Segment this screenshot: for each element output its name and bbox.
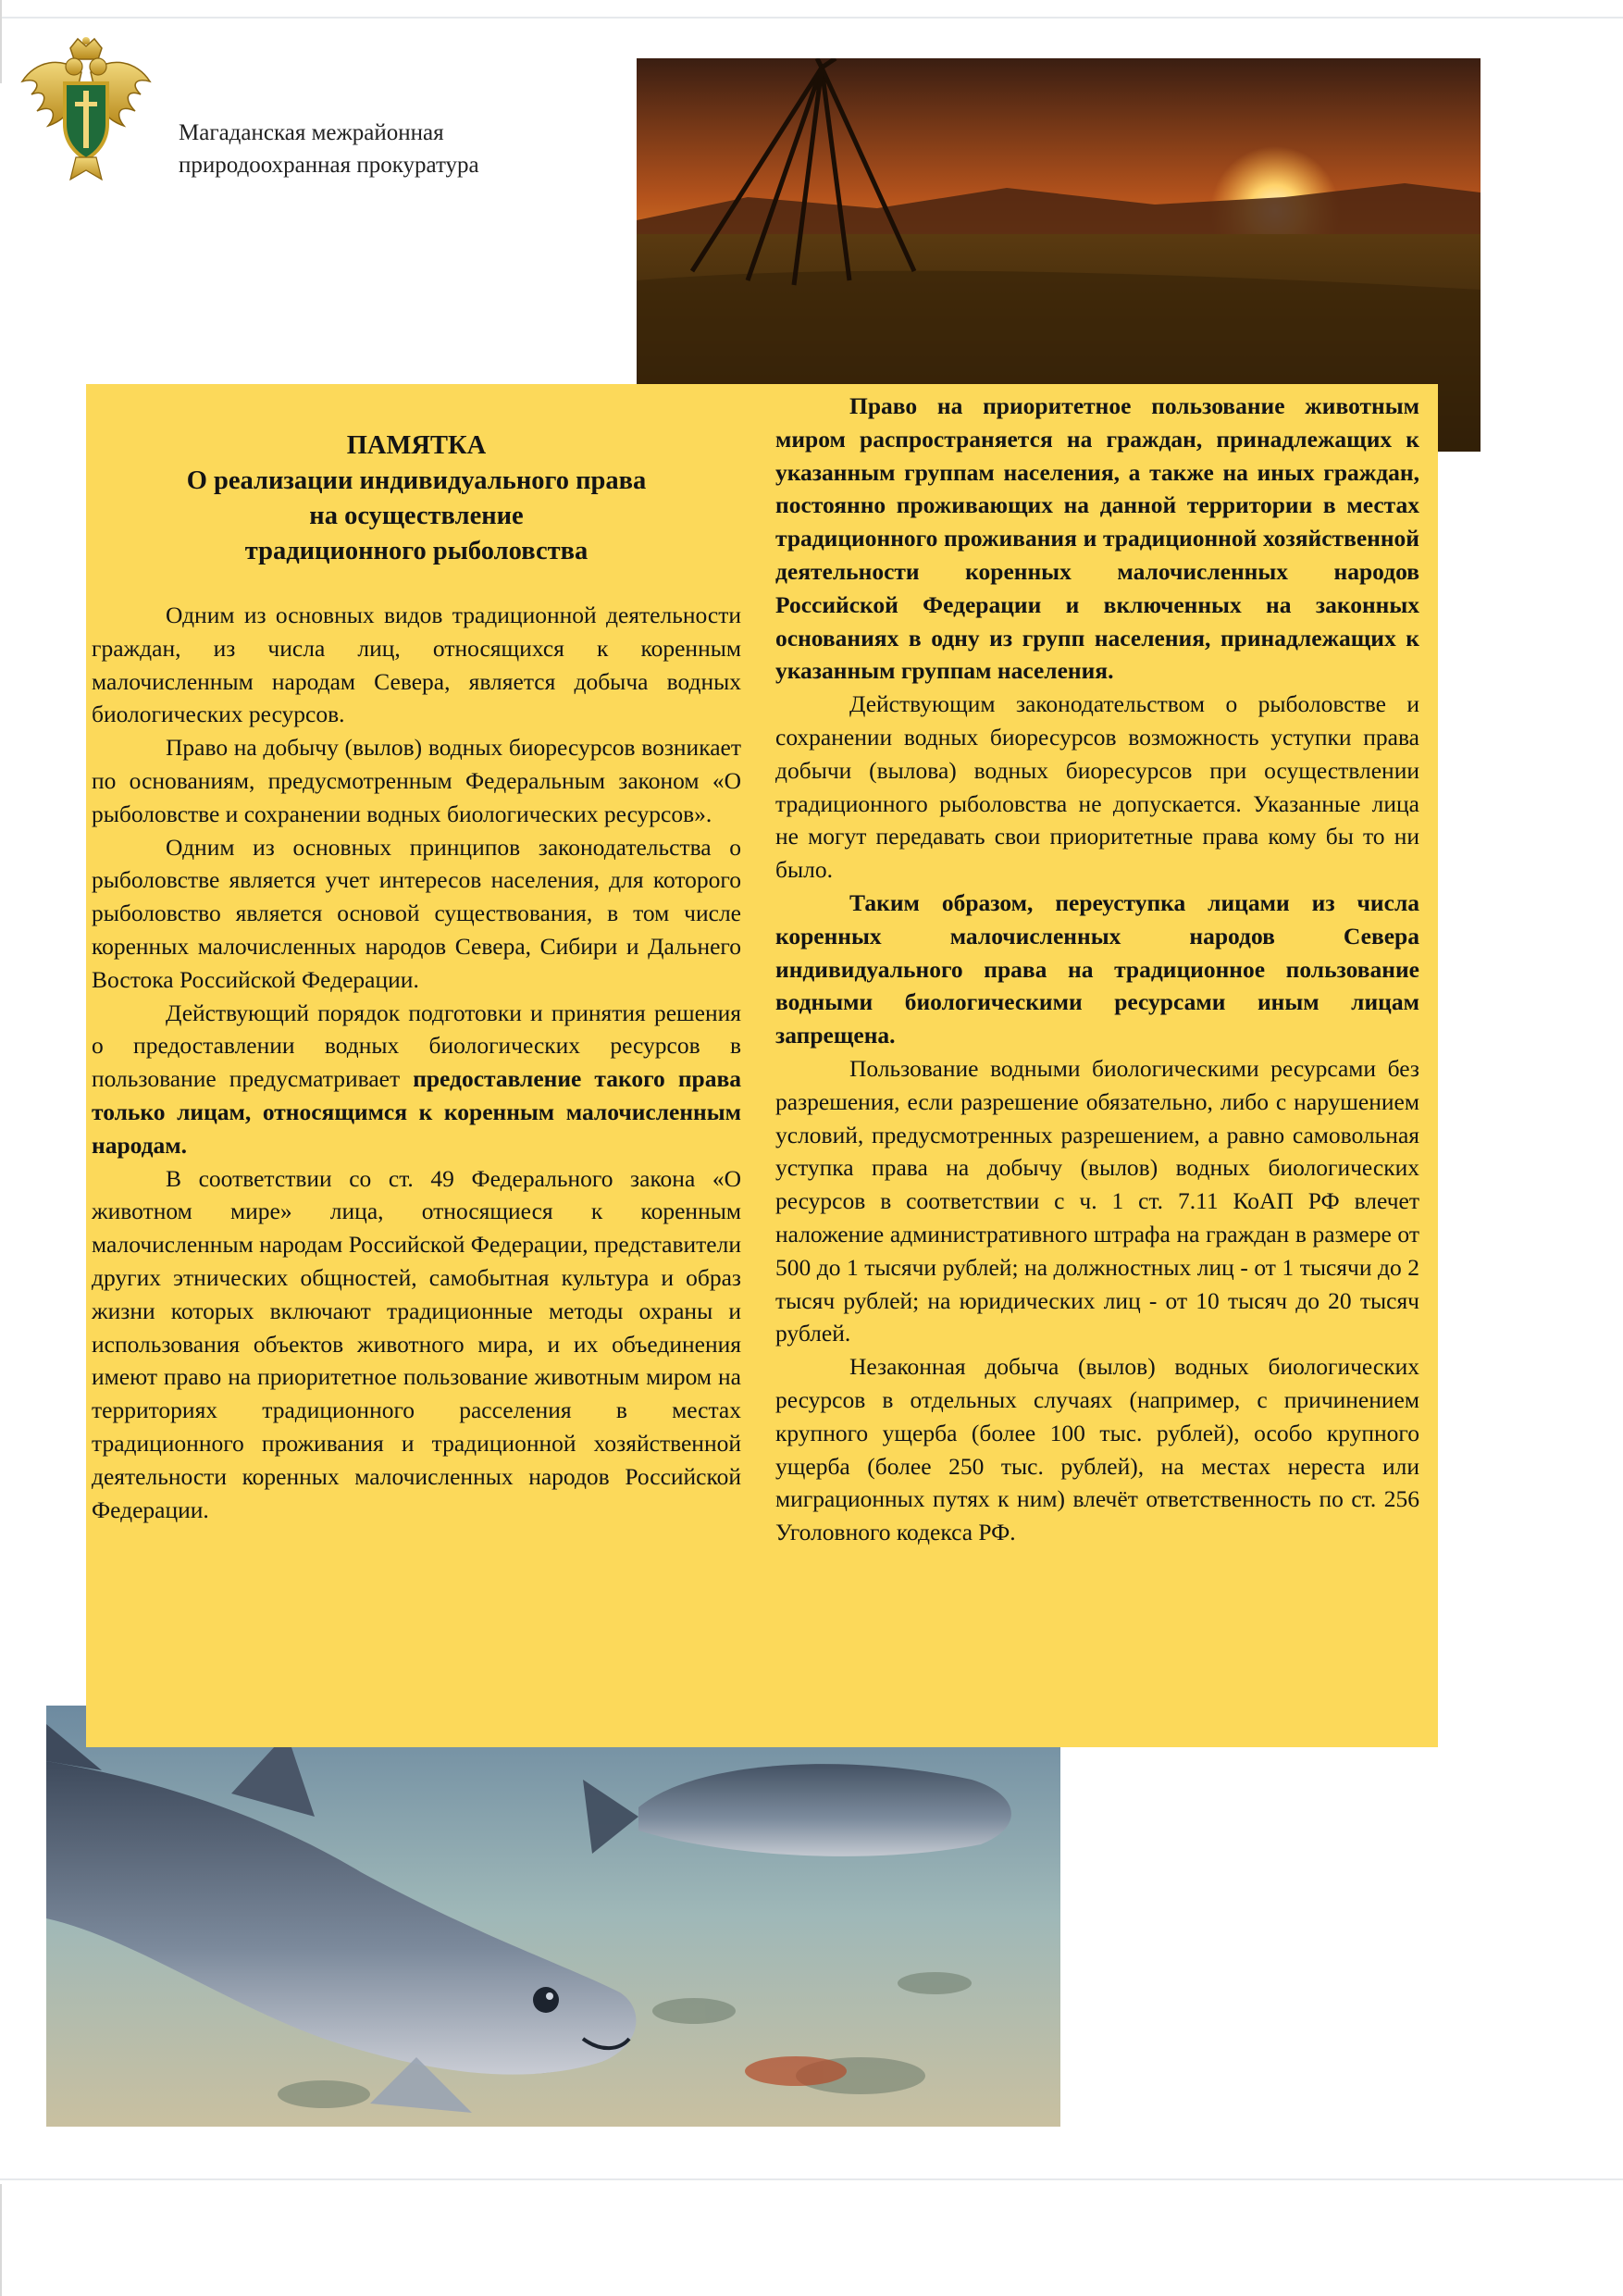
- memo-title-line: на осуществление: [309, 502, 524, 530]
- paragraph: [92, 599, 741, 731]
- left-edge-line: [0, 0, 2, 83]
- paragraph-text: Незаконная добыча (вылов) водных биологических ресурсов в отдельных случаях (например, с причинением крупного ущерба (более 100 тыс. рублей), особо крупного ущерба (более 250 тыс. рублей), на местах нереста или миграционных путях к ним) влечёт ответственность по ст. 256 Уголовного кодекса РФ.: [775, 1353, 1419, 1546]
- paragraph: [92, 731, 741, 830]
- organization-name: [179, 117, 567, 181]
- memo-title-line: О реализации индивидуального права: [186, 466, 647, 495]
- org-name-line-1: Магаданская межрайонная: [179, 120, 444, 145]
- paragraph-text: Одним из основных видов традиционной деятельности граждан, из числа лиц, относящихся к коренным малочисленным народам Севера, является добыча водных биологических ресурсов.: [92, 602, 741, 728]
- memo-title-line: традиционного рыболовства: [244, 537, 588, 565]
- salmon-underwater-photo: [46, 1706, 1060, 2127]
- org-name-line-2: природоохранная прокуратура: [179, 153, 479, 178]
- paragraph: [775, 887, 1419, 1052]
- paragraph-text: Действующим законодательством о рыболовстве и сохранении водных биоресурсов возможность уступки права добычи (вылова) водных биоресурсов при осуществлении традиционного рыболовства не допускается. Указанные лица не могут передавать свои приоритетные права кому бы то ни было.: [775, 690, 1419, 884]
- paragraph: [92, 997, 741, 1162]
- left-edge-line-bottom: [0, 2184, 2, 2296]
- paragraph-bold-text: предоставление такого права только лицам, относящимся к коренным малочисленным народам.: [92, 1065, 741, 1159]
- paragraph: [775, 1052, 1419, 1350]
- paragraph: [92, 831, 741, 997]
- paragraph: [775, 390, 1419, 688]
- memo-right-column: [775, 390, 1419, 1549]
- paragraph-text: В соответствии со ст. 49 Федерального закона «О животном мире» лица, относящиеся к коренным малочисленным народам Российской Федерации, представители других этнических общностей, самобытная культура и образ жизни которых включают традиционные методы охраны и использования объектов животного мира, и их объединения имеют право на приоритетное пользование животным миром на территориях традиционного расселения в местах традиционного проживания и традиционной хозяйственной деятельности коренных малочисленных народов Российской Федерации.: [92, 1164, 741, 1523]
- paragraph-bold-text: Таким образом, переуступка лицами из числа коренных малочисленных народов Севера индивидуального права на традиционное пользование водными биологическими ресурсами иным лицам запрещена.: [775, 888, 1419, 1049]
- prosecutor-emblem-icon: [17, 35, 155, 188]
- paragraph: [92, 1162, 741, 1527]
- memo-panel: [86, 384, 1438, 1747]
- bottom-rule: [0, 2178, 1623, 2180]
- memo-heading: ПАМЯТКА: [346, 431, 487, 460]
- paragraph-text: Одним из основных принципов законодательства о рыболовстве является учет интересов населения, для которого рыболовство является основой существования, в том числе коренных малочисленных народов Севера, Сибири и Дальнего Востока Российской Федерации.: [92, 833, 741, 993]
- paragraph: [775, 688, 1419, 887]
- paragraph-text: Право на добычу (вылов) водных биоресурсов возникает по основаниям, предусмотренным Федеральным законом «О рыболовстве и сохранении водных биологических ресурсов».: [92, 734, 741, 827]
- top-rule: [0, 17, 1623, 19]
- paragraph-bold-text: Право на приоритетное пользование животным миром распространяется на граждан, принадлежащих к указанным группам населения, а также на иных граждан, постоянно проживающих на данной территории в местах традиционного проживания и традиционной хозяйственной деятельности коренных малочисленных народов Российской Федерации и включенных на законных основаниях в одну из групп населения, принадлежащих к указанным группам населения.: [775, 392, 1419, 685]
- memo-left-column: [92, 428, 741, 1526]
- memo-title-block: [92, 428, 741, 569]
- paragraph-text: Действующий порядок подготовки и принятия решения о предоставлении водных биологических ресурсов в пользование предусматривает: [92, 999, 741, 1093]
- paragraph: [775, 1350, 1419, 1549]
- paragraph-text: Пользование водными биологическими ресурсами без разрешения, если разрешение обязательно, либо с нарушением условий, предусмотренных разрешением, а равно самовольная уступка права на добычу (вылов) водных биологических ресурсов в соответствии с ч. 1 ст. 7.11 КоАП РФ влечет наложение административного штрафа на граждан в размере от 500 до 1 тысячи рублей; на должностных лиц - от 1 тысячи до 2 тысяч рублей; на юридических лиц - от 10 тысяч до 20 тысяч рублей.: [775, 1054, 1419, 1347]
